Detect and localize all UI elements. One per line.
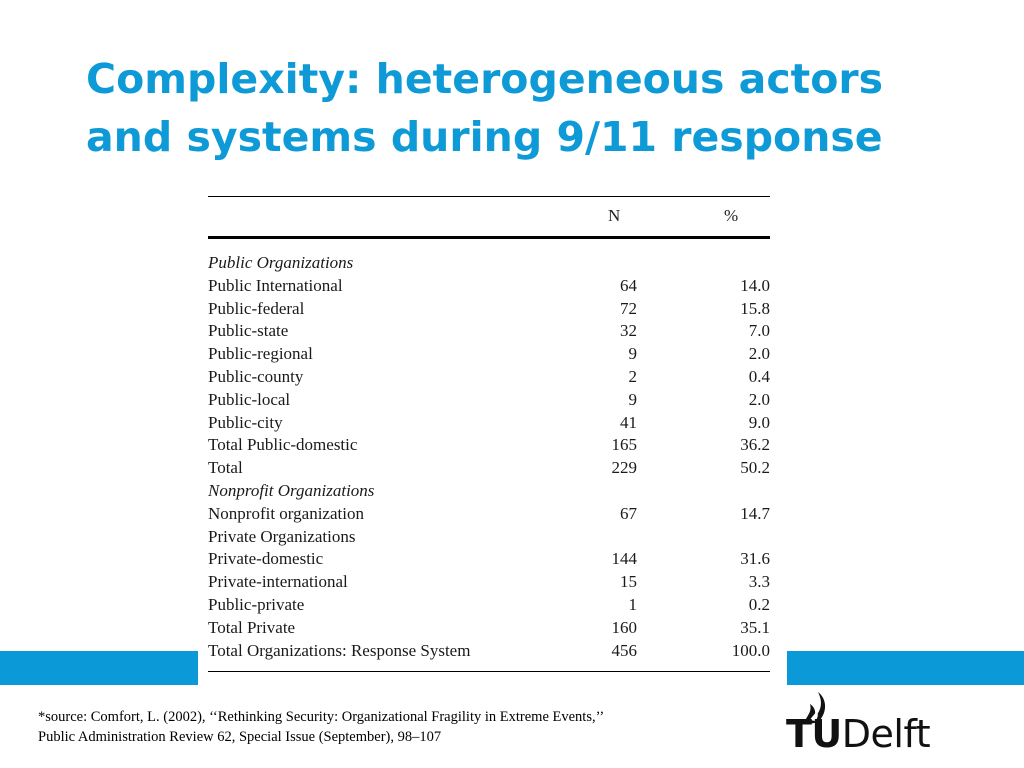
row-n-value: 9 <box>628 344 637 364</box>
logo-text-tu: TU <box>786 712 842 756</box>
row-label: Public International <box>208 275 343 295</box>
organizations-table <box>198 190 787 685</box>
row-n-value: 15 <box>620 572 637 592</box>
row-n-value: 456 <box>611 640 637 660</box>
row-label: Total Organizations: Response System <box>208 640 471 660</box>
row-label: Nonprofit organization <box>208 503 364 523</box>
table-header-rule <box>208 236 770 239</box>
table-row <box>208 480 770 503</box>
table-body <box>208 252 770 662</box>
row-label: Public-local <box>208 389 291 409</box>
table-bottom-rule <box>208 671 770 672</box>
column-header-percent: % <box>724 206 739 225</box>
source-citation-line-2: Public Administration Review 62, Special Issue (September), 98–107 <box>38 729 442 745</box>
row-percent-value: 14.0 <box>740 275 770 295</box>
row-percent-value: 9.0 <box>748 412 770 432</box>
table-row <box>208 275 770 298</box>
row-label: Total <box>208 458 243 478</box>
row-label: Public-state <box>208 321 289 341</box>
row-label: Private Organizations <box>208 526 356 546</box>
table-row <box>208 457 770 480</box>
row-n-value: 64 <box>620 275 637 295</box>
row-label: Public-regional <box>208 344 313 364</box>
slide-title-line-1: Complexity: heterogeneous actors <box>86 55 884 103</box>
row-n-value: 67 <box>620 503 637 523</box>
logo-text-delft: Delft <box>841 712 931 756</box>
table-row <box>208 503 770 526</box>
row-label: Private-international <box>208 572 348 592</box>
table-row <box>208 571 770 594</box>
row-n-value: 32 <box>620 321 637 341</box>
row-label: Public-private <box>208 594 305 614</box>
row-percent-value: 100.0 <box>731 640 770 660</box>
row-n-value: 41 <box>620 412 637 432</box>
table-row <box>208 640 770 663</box>
row-percent-value: 2.0 <box>748 344 770 364</box>
slide-title <box>86 50 986 166</box>
row-percent-value: 50.2 <box>740 458 770 478</box>
row-percent-value: 14.7 <box>740 503 770 523</box>
row-label: Total Private <box>208 617 296 637</box>
row-n-value: 1 <box>628 594 637 614</box>
row-label: Public-federal <box>208 298 305 318</box>
row-percent-value: 7.0 <box>748 321 770 341</box>
table-row <box>208 526 770 549</box>
row-n-value: 9 <box>628 389 637 409</box>
row-percent-value: 0.2 <box>748 594 770 614</box>
table-row <box>208 389 770 412</box>
row-percent-value: 3.3 <box>748 572 770 592</box>
table-row <box>208 412 770 435</box>
row-label: Nonprofit Organizations <box>208 480 375 500</box>
row-percent-value: 15.8 <box>740 298 770 318</box>
table-row <box>208 617 770 640</box>
tudelft-logo <box>778 690 948 760</box>
source-citation <box>38 707 604 747</box>
table-row <box>208 298 770 321</box>
row-n-value: 72 <box>620 298 637 318</box>
row-label: Public-county <box>208 366 304 386</box>
tudelft-wordmark <box>786 714 930 754</box>
row-n-value: 160 <box>611 617 637 637</box>
table-row <box>208 320 770 343</box>
row-n-value: 229 <box>611 458 637 478</box>
table-top-rule <box>208 196 770 197</box>
row-percent-value: 31.6 <box>740 549 770 569</box>
table-row <box>208 343 770 366</box>
row-percent-value: 35.1 <box>740 617 770 637</box>
row-n-value: 165 <box>611 435 637 455</box>
table-row <box>208 366 770 389</box>
table-row <box>208 252 770 275</box>
column-header-n: N <box>608 206 621 225</box>
row-label: Public Organizations <box>208 253 354 272</box>
row-label: Private-domestic <box>208 549 324 569</box>
slide-title-line-2: and systems during 9/11 response <box>86 113 883 161</box>
source-citation-line-1: *source: Comfort, L. (2002), ‘‘Rethinking Security: Organizational Fragility in Extreme Events,’’ <box>38 709 605 725</box>
row-percent-value: 2.0 <box>748 389 770 409</box>
row-label: Public-city <box>208 412 283 432</box>
table-row <box>208 548 770 571</box>
row-percent-value: 36.2 <box>740 435 770 455</box>
row-label: Total Public-domestic <box>208 435 358 455</box>
row-n-value: 2 <box>628 366 637 386</box>
table-row <box>208 434 770 457</box>
row-n-value: 144 <box>611 549 637 569</box>
table-row <box>208 594 770 617</box>
row-percent-value: 0.4 <box>748 366 770 386</box>
